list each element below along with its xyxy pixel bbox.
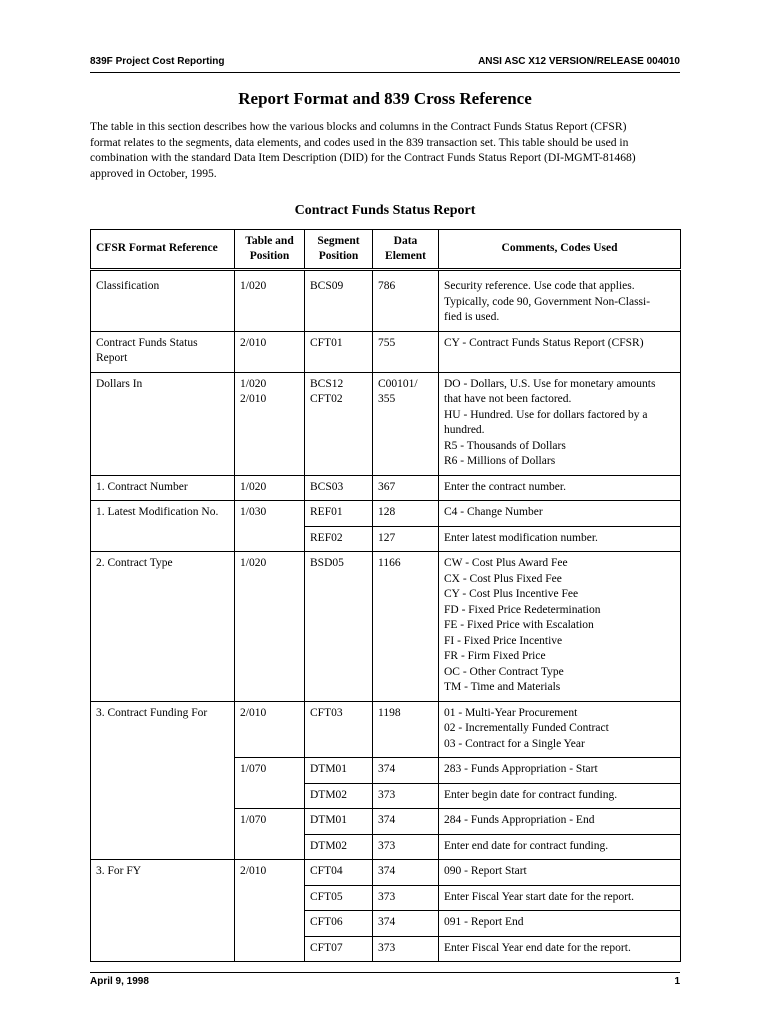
cell-data-element	[373, 372, 439, 475]
cell-text-line: BCS09	[310, 280, 344, 292]
cell-comments	[439, 911, 681, 937]
cell-text-line: DTM01	[310, 763, 348, 775]
table-row	[91, 526, 681, 552]
cell-text-line: CFT01	[310, 336, 343, 349]
cell-text-line: 02 - Incrementally Funded Contract	[444, 722, 609, 734]
table-row	[91, 834, 681, 860]
cell-cfsr-reference	[91, 885, 235, 911]
cell-comments	[439, 331, 681, 372]
cell-text-line: CFT06	[310, 916, 343, 928]
cell-cfsr-reference	[91, 331, 235, 372]
cell-text-line: 1166	[378, 557, 401, 569]
header-rule	[90, 72, 680, 73]
cell-text-line: 373	[378, 839, 396, 852]
cell-data-element	[373, 936, 439, 962]
cell-table-position	[235, 270, 305, 332]
cell-text-line: OC - Other Contract Type	[444, 665, 564, 678]
cell-text-line: 1/020	[240, 280, 267, 292]
cell-cfsr-reference	[91, 701, 235, 758]
cell-text-line: Enter latest modification number.	[444, 531, 598, 544]
cell-text-line: 1/020	[240, 480, 267, 493]
cell-cfsr-reference	[91, 783, 235, 809]
table-row	[91, 860, 681, 886]
cell-data-element	[373, 331, 439, 372]
cell-segment-position	[305, 809, 373, 835]
cell-table-position	[235, 860, 305, 886]
cell-cfsr-reference	[91, 270, 235, 332]
table-row	[91, 331, 681, 372]
intro-line: combination with the standard Data Item Description (DID) for the Contract Funds Status Report (DI-MGMT-81468)	[90, 151, 636, 165]
cell-text-line: 1. Contract Number	[96, 480, 188, 493]
cell-comments	[439, 701, 681, 758]
cell-table-position	[235, 331, 305, 372]
cell-text-line: DTM01	[310, 814, 348, 826]
cell-segment-position	[305, 758, 373, 784]
cell-text-line: 374	[378, 916, 396, 928]
cell-text-line: 367	[378, 480, 396, 493]
intro-line: format relates to the segments, data elements, and codes used in the 839 transaction set. This table should be used in	[90, 135, 629, 149]
col-header-data-element	[373, 230, 439, 270]
cell-cfsr-reference	[91, 475, 235, 501]
page-number: 1	[674, 976, 680, 987]
cell-text-line: FE - Fixed Price with Escalation	[444, 619, 594, 631]
intro-line: approved in October, 1995.	[90, 166, 217, 180]
col-header-line: Position	[318, 250, 359, 262]
table-title: Contract Funds Status Report	[294, 203, 476, 218]
cell-cfsr-reference	[91, 809, 235, 835]
cell-text-line: CFT07	[310, 941, 343, 954]
cell-text-line: DO - Dollars, U.S. Use for monetary amounts	[444, 377, 656, 390]
cell-text-line: DTM02	[310, 788, 348, 801]
cell-table-position	[235, 501, 305, 527]
cell-table-position	[235, 936, 305, 962]
cell-data-element	[373, 501, 439, 527]
cell-comments	[439, 783, 681, 809]
table-row	[91, 936, 681, 962]
cell-segment-position	[305, 911, 373, 937]
cell-segment-position	[305, 526, 373, 552]
table-row	[91, 911, 681, 937]
cell-text-line: Enter Fiscal Year start date for the report.	[444, 890, 635, 903]
table-row	[91, 501, 681, 527]
cell-text-line: CY - Cost Plus Incentive Fee	[444, 588, 579, 600]
cell-text-line: Report	[96, 352, 128, 364]
cell-text-line: 374	[378, 763, 396, 775]
cell-text-line: FD - Fixed Price Redetermination	[444, 603, 601, 616]
cell-segment-position	[305, 936, 373, 962]
cell-table-position	[235, 809, 305, 835]
cell-text-line: 284 - Funds Appropriation - End	[444, 814, 595, 826]
cell-segment-position	[305, 552, 373, 702]
cell-text-line: REF02	[310, 531, 343, 544]
col-header-line: Segment	[317, 234, 360, 247]
cell-comments	[439, 860, 681, 886]
cell-comments	[439, 475, 681, 501]
cell-text-line: FI - Fixed Price Incentive	[444, 634, 563, 647]
cell-data-element	[373, 270, 439, 332]
table-row	[91, 809, 681, 835]
cell-comments	[439, 758, 681, 784]
cell-text-line: 2/010	[240, 393, 267, 405]
cell-text-line: DTM02	[310, 839, 348, 852]
cell-text-line: 355	[378, 393, 396, 405]
cell-cfsr-reference	[91, 860, 235, 886]
col-header-line: Data	[393, 234, 418, 247]
cell-cfsr-reference	[91, 936, 235, 962]
cell-text-line: 1/070	[240, 814, 267, 826]
cell-text-line: 755	[378, 336, 396, 349]
cell-text-line: BCS12	[310, 377, 344, 390]
col-header-cfsr: CFSR Format Reference	[91, 230, 235, 270]
cell-text-line: 128	[378, 506, 396, 518]
cell-cfsr-reference	[91, 758, 235, 784]
cell-table-position	[235, 475, 305, 501]
cell-data-element	[373, 783, 439, 809]
cell-table-position	[235, 372, 305, 475]
cell-segment-position	[305, 701, 373, 758]
cell-text-line: 373	[378, 941, 396, 954]
cell-text-line: 1/020	[240, 557, 267, 569]
col-header-line: Element	[385, 250, 426, 262]
cell-text-line: 373	[378, 788, 396, 801]
header-right-text: ANSI ASC X12 VERSION/RELEASE 004010	[478, 56, 680, 67]
cell-cfsr-reference	[91, 526, 235, 552]
cell-text-line: 786	[378, 280, 396, 292]
cell-cfsr-reference	[91, 372, 235, 475]
cell-comments	[439, 552, 681, 702]
header-left-text: 839F Project Cost Reporting	[90, 56, 225, 67]
cell-table-position	[235, 701, 305, 758]
cell-text-line: CFT05	[310, 890, 343, 903]
cell-segment-position	[305, 372, 373, 475]
table-row	[91, 885, 681, 911]
cell-table-position	[235, 834, 305, 860]
cell-text-line: 283 - Funds Appropriation - Start	[444, 763, 598, 775]
cell-comments	[439, 372, 681, 475]
cell-text-line: 01 - Multi-Year Procurement	[444, 706, 578, 719]
cell-data-element	[373, 552, 439, 702]
cell-segment-position	[305, 501, 373, 527]
cell-text-line: R5 - Thousands of Dollars	[444, 439, 566, 452]
cell-text-line: 127	[378, 531, 396, 544]
cell-text-line: Dollars In	[96, 377, 143, 390]
cell-segment-position	[305, 860, 373, 886]
cell-text-line: 1/070	[240, 763, 267, 775]
cell-comments	[439, 809, 681, 835]
table-row	[91, 552, 681, 702]
table-header-row	[91, 230, 681, 270]
intro-line: The table in this section describes how the various blocks and columns in the Contract Funds Status Report (CFSR)	[90, 120, 627, 133]
cell-text-line: REF01	[310, 506, 343, 518]
cell-data-element	[373, 834, 439, 860]
cell-text-line: HU - Hundred. Use for dollars factored by a	[444, 408, 648, 421]
col-header-line: Position	[249, 250, 290, 262]
footer-rule	[90, 972, 680, 973]
cell-comments	[439, 501, 681, 527]
cell-text-line: Enter end date for contract funding.	[444, 839, 609, 852]
table-row	[91, 758, 681, 784]
cell-segment-position	[305, 331, 373, 372]
page-title: Report Format and 839 Cross Reference	[238, 89, 532, 108]
cell-comments	[439, 270, 681, 332]
cell-text-line: Classification	[96, 280, 160, 292]
cell-text-line: 2. Contract Type	[96, 557, 173, 569]
table-row	[91, 372, 681, 475]
cell-comments	[439, 834, 681, 860]
cell-text-line: CW - Cost Plus Award Fee	[444, 557, 568, 569]
table-row	[91, 701, 681, 758]
cell-text-line: 3. Contract Funding For	[96, 706, 208, 719]
cell-data-element	[373, 860, 439, 886]
cell-text-line: CFT04	[310, 865, 343, 877]
cell-data-element	[373, 475, 439, 501]
cell-text-line: CFT03	[310, 706, 343, 719]
cell-comments	[439, 936, 681, 962]
cell-data-element	[373, 809, 439, 835]
cell-data-element	[373, 701, 439, 758]
cell-text-line: C00101/	[378, 377, 418, 390]
cell-data-element	[373, 911, 439, 937]
intro-paragraph	[90, 119, 682, 181]
running-header	[90, 54, 680, 70]
cell-text-line: 1198	[378, 706, 401, 719]
table-row	[91, 270, 681, 332]
cell-segment-position	[305, 783, 373, 809]
cell-text-line: BCS03	[310, 480, 344, 493]
cell-cfsr-reference	[91, 501, 235, 527]
cell-text-line: BSD05	[310, 557, 344, 569]
cell-segment-position	[305, 834, 373, 860]
cell-text-line: CFT02	[310, 393, 343, 405]
cell-text-line: 2/010	[240, 865, 267, 877]
cell-text-line: R6 - Millions of Dollars	[444, 455, 556, 467]
cell-text-line: 373	[378, 890, 396, 903]
cell-text-line: that have not been factored.	[444, 393, 572, 405]
cell-text-line: Enter Fiscal Year end date for the report.	[444, 941, 631, 954]
cell-text-line: FR - Firm Fixed Price	[444, 650, 546, 662]
col-header-segment-position	[305, 230, 373, 270]
cell-segment-position	[305, 475, 373, 501]
table-row	[91, 475, 681, 501]
cell-text-line: C4 - Change Number	[444, 506, 543, 518]
cell-text-line: 090 - Report Start	[444, 865, 527, 877]
cell-segment-position	[305, 270, 373, 332]
running-footer	[90, 976, 680, 990]
cell-table-position	[235, 783, 305, 809]
cell-table-position	[235, 911, 305, 937]
cell-data-element	[373, 758, 439, 784]
cell-data-element	[373, 885, 439, 911]
cell-text-line: 374	[378, 865, 396, 877]
table-body	[91, 270, 681, 962]
cell-table-position	[235, 526, 305, 552]
cell-text-line: CX - Cost Plus Fixed Fee	[444, 572, 562, 585]
cell-text-line: Contract Funds Status	[96, 336, 198, 349]
cell-text-line: 2/010	[240, 336, 267, 349]
cell-text-line: hundred.	[444, 424, 485, 436]
cross-reference-table	[90, 229, 681, 962]
cell-table-position	[235, 885, 305, 911]
cell-cfsr-reference	[91, 552, 235, 702]
cell-text-line: 374	[378, 814, 396, 826]
cell-cfsr-reference	[91, 834, 235, 860]
cell-text-line: 1/030	[240, 506, 267, 518]
cell-table-position	[235, 758, 305, 784]
cell-text-line: CY - Contract Funds Status Report (CFSR)	[444, 336, 644, 349]
cell-text-line: Enter the contract number.	[444, 480, 566, 493]
cell-text-line: 1/020	[240, 377, 267, 390]
cell-text-line: fied is used.	[444, 311, 500, 323]
cell-comments	[439, 885, 681, 911]
cell-comments	[439, 526, 681, 552]
col-header-table-position	[235, 230, 305, 270]
col-header-line: Table and	[245, 234, 294, 247]
cell-text-line: Security reference. Use code that applies.	[444, 280, 635, 292]
cell-text-line: 03 - Contract for a Single Year	[444, 737, 585, 750]
cell-text-line: 2/010	[240, 706, 267, 719]
cell-table-position	[235, 552, 305, 702]
cell-segment-position	[305, 885, 373, 911]
cell-text-line: 091 - Report End	[444, 916, 524, 928]
table-row	[91, 783, 681, 809]
cell-data-element	[373, 526, 439, 552]
cell-text-line: 3. For FY	[96, 865, 142, 877]
cell-cfsr-reference	[91, 911, 235, 937]
footer-date: April 9, 1998	[90, 976, 149, 987]
cell-text-line: Enter begin date for contract funding.	[444, 788, 618, 801]
cell-text-line: 1. Latest Modification No.	[96, 506, 219, 518]
col-header-comments: Comments, Codes Used	[439, 230, 681, 270]
cell-text-line: TM - Time and Materials	[444, 681, 561, 693]
cell-text-line: Typically, code 90, Government Non-Classi-	[444, 295, 651, 308]
